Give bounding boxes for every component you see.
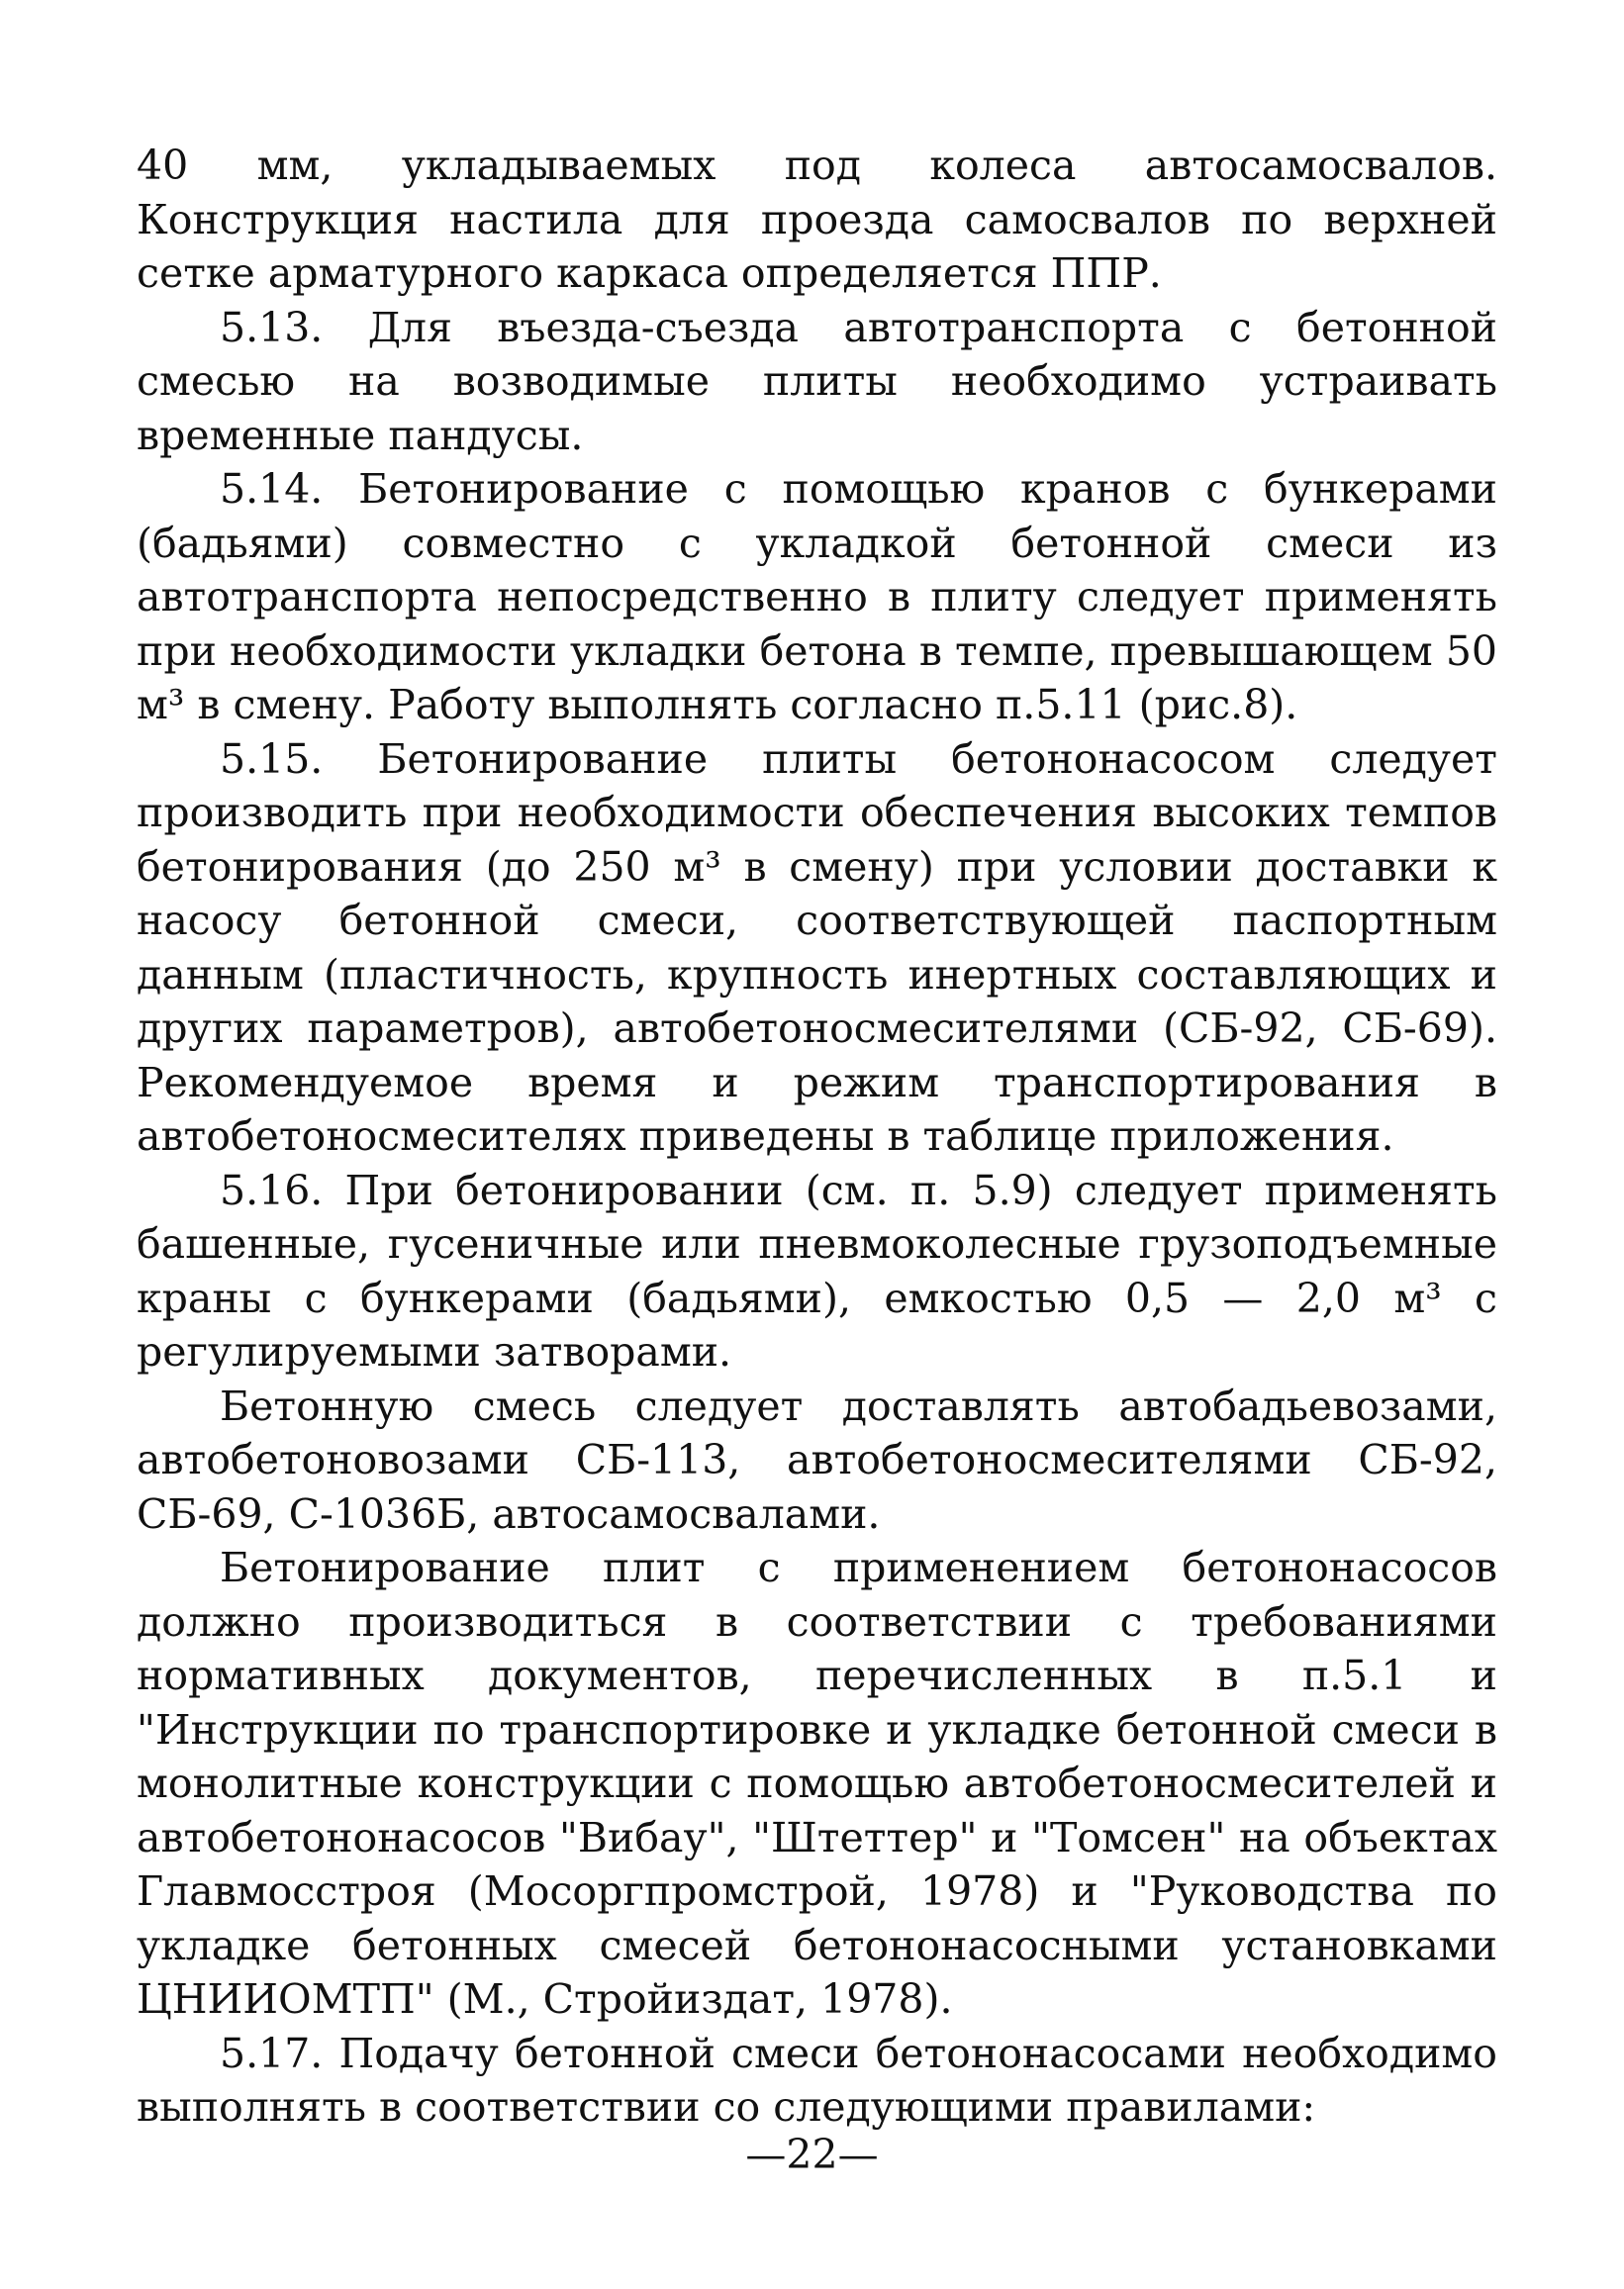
paragraph-5-16: 5.16. При бетонировании (см. п. 5.9) следует применять башенные, гусеничные или пневмоколесные грузоподъемные краны с бункерами (бадьями), емкостью 0,5 — 2,0 м³ с регулируемыми затворами. bbox=[137, 1166, 1497, 1376]
paragraph-5-14: 5.14. Бетонирование с помощью кранов с бункерами (бадьями) совместно с укладкой бетонной смеси из автотранспорта непосредственно в плиту следует применять при необходимости укладки бетона в темпе, превышающем 50 м³ в смену. Работу выполнять согласно п.5.11 (рис.8). bbox=[137, 465, 1497, 728]
paragraph-5-17: 5.17. Подачу бетонной смеси бетононасосами необходимо выполнять в соответствии со следующими правилами: bbox=[137, 2029, 1497, 2131]
paragraph-5-13: 5.13. Для въезда-съезда автотранспорта с бетонной смесью на возводимые плиты необходимо устраивать временные пандусы. bbox=[137, 303, 1497, 459]
paragraph-delivery: Бетонную смесь следует доставлять автобадьевозами, автобетоновозами СБ-113, автобетоносмесителями СБ-92, СБ-69, С-1036Б, автосамосвалами. bbox=[137, 1382, 1497, 1538]
paragraph-5-15: 5.15. Бетонирование плиты бетононасосом следует производить при необходимости обеспечения высоких темпов бетонирования (до 250 м³ в смену) при условии доставки к насосу бетонной смеси, соответствующей паспортным данным (пластичность, крупность инертных составляющих и других параметров), автобетоносмесителями (СБ-92, СБ-69). Рекомендуемое время и режим транспортирования в автобетоносмесителях приведены в таблице приложения. bbox=[137, 734, 1497, 1160]
body-text bbox=[137, 139, 1497, 2135]
paragraph-continuation: 40 мм, укладываемых под колеса автосамосвалов. Конструкция настила для проезда самосвалов по верхней сетке арматурного каркаса определяется ППР. bbox=[137, 142, 1497, 297]
paragraph-concrete-pumps: Бетонирование плит с применением бетононасосов должно производиться в соответствии с требованиями нормативных документов, перечисленных в п.5.1 и "Инструкции по транспортировке и укладке бетонной смеси в монолитные конструкции с помощью автобетоносмесителей и автобетононасосов "Вибау", "Штеттер" и "Томсен" на объектах Главмосстроя (Мосоргпромстрой, 1978) и "Руководства по укладке бетонных смесей бетононасосными установками ЦНИИОМТП" (М., Стройиздат, 1978). bbox=[137, 1544, 1497, 2023]
page-number: —22— bbox=[745, 2131, 879, 2178]
